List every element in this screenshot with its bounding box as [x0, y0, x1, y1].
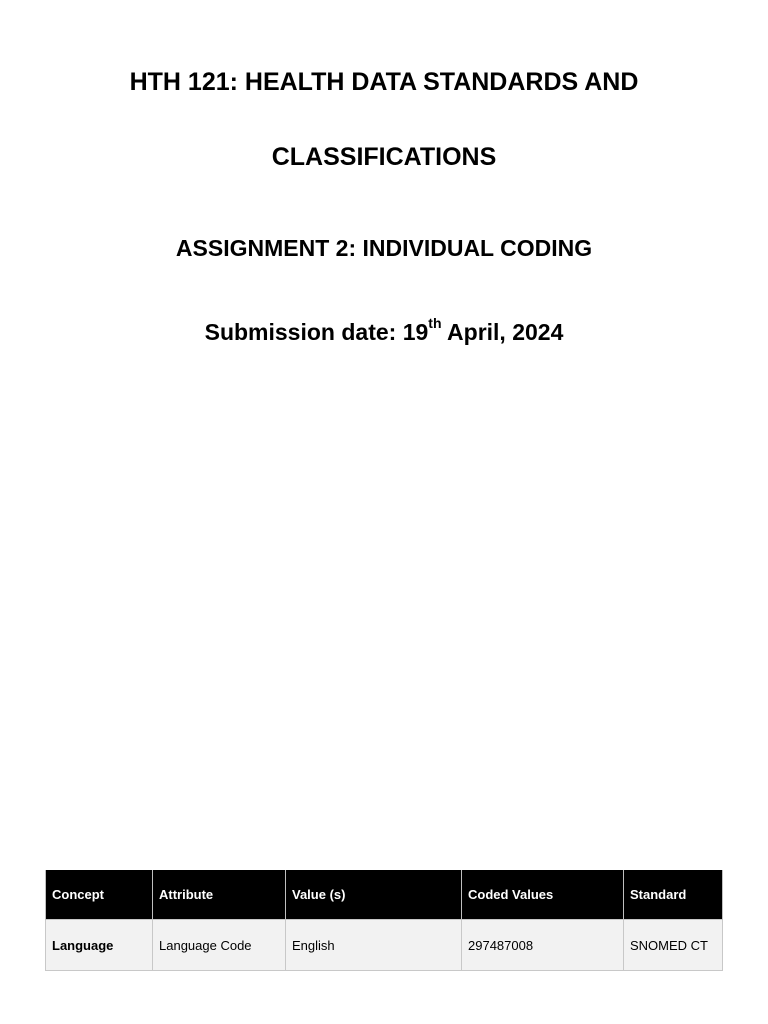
document-title-line-1: HTH 121: HEALTH DATA STANDARDS AND — [129, 68, 639, 96]
header-values: Value (s) — [286, 870, 462, 920]
cell-coded-value: 297487008 — [462, 920, 624, 971]
submission-date-label: Submission date: 19 — [204, 319, 429, 345]
table-header-row — [46, 870, 723, 920]
header-attribute: Attribute — [153, 870, 286, 920]
header-concept: Concept — [46, 870, 153, 920]
header-standard: Standard — [624, 870, 723, 920]
submission-date-rest: April, 2024 — [441, 319, 564, 345]
cell-standard: SNOMED CT — [624, 920, 723, 971]
coding-table — [45, 870, 723, 971]
submission-date-ordinal: th — [428, 315, 442, 332]
cell-value: English — [286, 920, 462, 971]
cell-concept: Language — [46, 920, 153, 971]
assignment-subtitle: ASSIGNMENT 2: INDIVIDUAL CODING — [175, 235, 593, 261]
document-title-line-2: CLASSIFICATIONS — [271, 143, 497, 171]
submission-date — [0, 317, 768, 347]
table-row — [46, 920, 723, 971]
header-coded-values: Coded Values — [462, 870, 624, 920]
cell-attribute: Language Code — [153, 920, 286, 971]
